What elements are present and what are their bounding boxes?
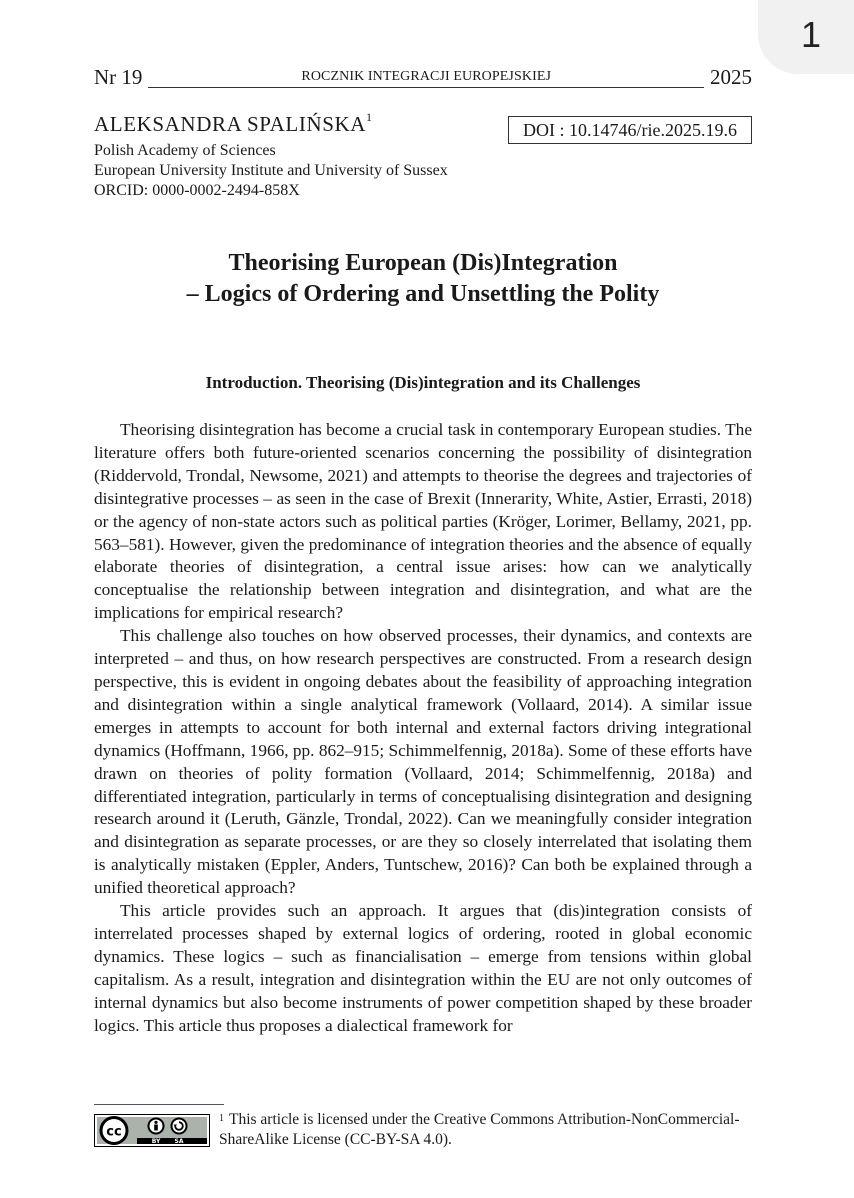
affiliation-line: European University Institute and University of Sussex <box>94 162 448 179</box>
footnote-mark: 1 <box>219 1113 224 1124</box>
footnote <box>219 1110 752 1150</box>
author-affiliations <box>94 141 448 201</box>
author-name <box>94 112 373 137</box>
sa-label: SA <box>174 1138 184 1146</box>
by-label: BY <box>151 1138 161 1146</box>
cc-by-sa-license-icon <box>94 1114 210 1147</box>
footnote-separator <box>94 1104 224 1105</box>
author-footnote-mark: 1 <box>366 110 373 124</box>
section-heading: Introduction. Theorising (Dis)integration and its Challenges <box>205 373 641 392</box>
issue-year: 2025 <box>710 65 752 89</box>
footnote-text: This article is licensed under the Creative Commons Attribution-NonCommercial-ShareAlike License (CC-BY-SA 4.0). <box>219 1111 740 1148</box>
journal-name: ROCZNIK INTEGRACJI EUROPEJSKIEJ <box>148 70 704 88</box>
orcid-line: ORCID: 0000-0002-2494-858X <box>94 182 300 199</box>
article-title <box>0 248 846 310</box>
body-paragraph: This article provides such an approach. It argues that (dis)integration consists of interrelated processes shaped by external logics of ordering, rooted in global economic dynamics. These logics – such as financialisation – emerge from tensions within global capitalism. As a result, integration and disintegration within the EU are not only outcomes of internal dynamics but also become instruments of power competition shaped by these broader logics. This article thus proposes a dialectical framework for <box>94 901 752 1035</box>
body-paragraph: Theorising disintegration has become a crucial task in contemporary European studies. The literature offers both future-oriented scenarios concerning the possibility of disintegration (Riddervold, Trondal, Newsome, 2021) and attempts to theorise the degrees and trajectories of disintegrative processes – as seen in the case of Brexit (Innerarity, White, Astier, Errasti, 2018) or the agency of non-state actors such as political parties (Kröger, Lorimer, Bellamy, 2021, pp. 563–581). However, given the predominance of integration theories and the absence of equally elaborate theories of disintegration, a central issue arises: how can we analytically conceptualise the relationship between integration and disintegration, and what are the implications for empirical research? <box>94 420 752 623</box>
running-header <box>94 60 752 88</box>
page-number: 1 <box>800 14 822 55</box>
svg-text:cc: cc <box>106 1124 122 1140</box>
page-number-badge <box>758 0 854 74</box>
title-line: Theorising European (Dis)Integration <box>228 250 618 276</box>
article-body <box>94 419 752 1037</box>
author-name-text: ALEKSANDRA SPALIŃSKA <box>94 112 367 136</box>
issue-number: Nr 19 <box>94 65 143 89</box>
doi-box: DOI : 10.14746/rie.2025.19.6 <box>508 116 752 144</box>
title-line: – Logics of Ordering and Unsettling the Polity <box>186 281 660 307</box>
body-paragraph: This challenge also touches on how observed processes, their dynamics, and contexts are interpreted – and thus, on how research perspectives are constructed. From a research design perspective, this is evident in ongoing debates about the feasibility of approaching integration and disintegration within a single analytical framework (Vollaard, 2014). A similar issue emerges in attempts to account for both internal and external factors driving integrational dynamics (Hoffmann, 1966, pp. 862–915; Schimmelfennig, 2018a). Some of these efforts have drawn on theories of polity formation (Vollaard, 2014; Schimmelfennig, 2018a) and differentiated integration, particularly in terms of conceptualising disintegration and designing research around it (Leruth, Gänzle, Trondal, 2022). Can we meaningfully consider integration and disintegration as separate processes, or are they so closely interrelated that isolating them is analytically mistaken (Eppler, Anders, Tuntschew, 2016)? Can both be explained through a unified theoretical approach? <box>94 626 752 898</box>
affiliation-line: Polish Academy of Sciences <box>94 142 276 159</box>
